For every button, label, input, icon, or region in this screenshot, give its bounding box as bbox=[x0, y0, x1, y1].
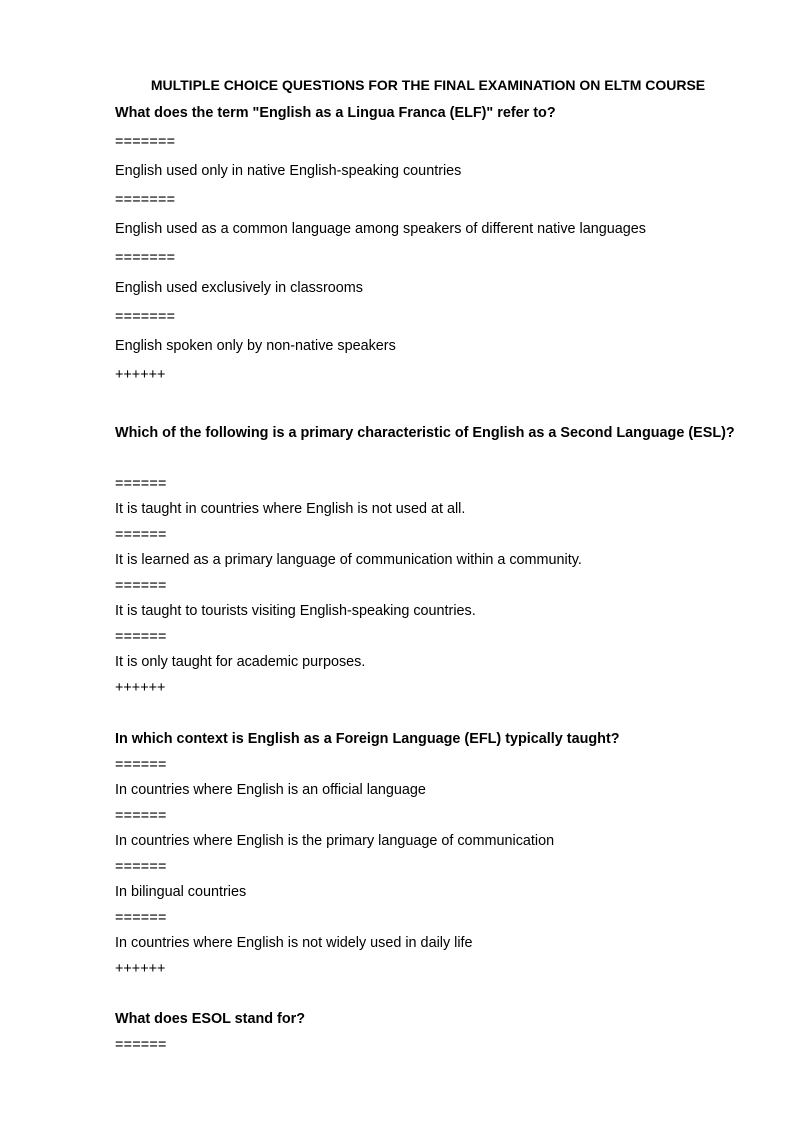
answer-option: English spoken only by non-native speakers bbox=[115, 338, 396, 354]
answer-option: It is only taught for academic purposes. bbox=[115, 654, 366, 670]
option-separator: ====== bbox=[115, 757, 167, 773]
question-text: Which of the following is a primary characteristic of English as a Second Language (ESL)? bbox=[115, 425, 735, 441]
option-separator: ====== bbox=[115, 1037, 167, 1053]
option-separator: ====== bbox=[115, 527, 167, 543]
answer-option: English used exclusively in classrooms bbox=[115, 280, 363, 296]
option-separator: ======= bbox=[115, 309, 176, 325]
question-end-marker: ++++++ bbox=[115, 367, 166, 383]
document-title: MULTIPLE CHOICE QUESTIONS FOR THE FINAL EXAMINATION ON ELTM COURSE bbox=[150, 77, 706, 93]
question-text: In which context is English as a Foreign Language (EFL) typically taught? bbox=[115, 731, 620, 747]
question-end-marker: ++++++ bbox=[115, 680, 166, 696]
option-separator: ======= bbox=[115, 192, 176, 208]
option-separator: ====== bbox=[115, 910, 167, 926]
question-text: What does the term "English as a Lingua Franca (ELF)" refer to? bbox=[115, 105, 556, 121]
option-separator: ====== bbox=[115, 578, 167, 594]
option-separator: ======= bbox=[115, 250, 176, 266]
answer-option: It is taught in countries where English is not used at all. bbox=[115, 501, 466, 517]
question-end-marker: ++++++ bbox=[115, 961, 166, 977]
option-separator: ====== bbox=[115, 629, 167, 645]
option-separator: ====== bbox=[115, 859, 167, 875]
answer-option: In countries where English is not widely used in daily life bbox=[115, 935, 473, 951]
answer-option: In countries where English is the primary language of communication bbox=[115, 833, 555, 849]
option-separator: ====== bbox=[115, 476, 167, 492]
option-separator: ======= bbox=[115, 134, 176, 150]
answer-option: English used as a common language among speakers of different native languages bbox=[115, 221, 646, 237]
answer-option: It is taught to tourists visiting English-speaking countries. bbox=[115, 603, 476, 619]
question-text: What does ESOL stand for? bbox=[115, 1011, 306, 1027]
option-separator: ====== bbox=[115, 808, 167, 824]
answer-option: In countries where English is an official language bbox=[115, 782, 426, 798]
answer-option: It is learned as a primary language of communication within a community. bbox=[115, 552, 582, 568]
answer-option: English used only in native English-speaking countries bbox=[115, 163, 462, 179]
answer-option: In bilingual countries bbox=[115, 884, 247, 900]
